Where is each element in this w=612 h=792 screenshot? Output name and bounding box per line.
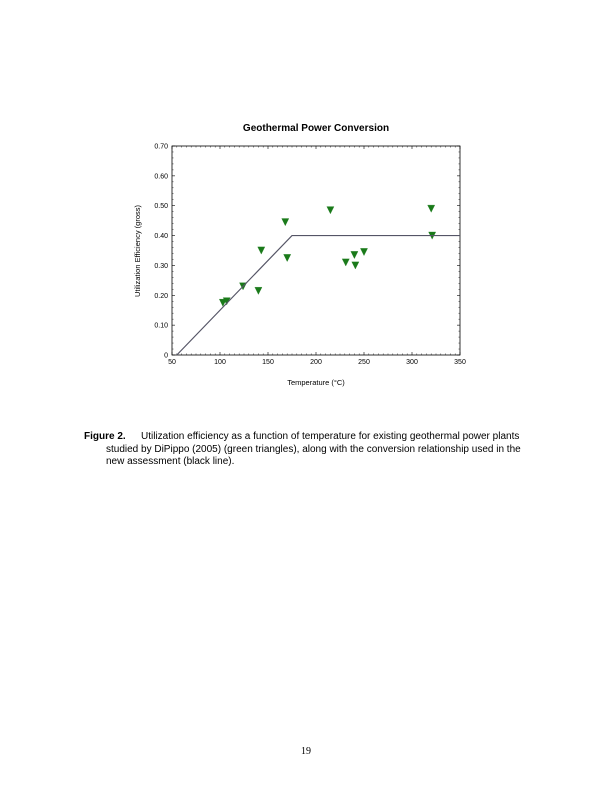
x-tick-label-4: 250 [358,359,370,366]
data-point-8 [342,259,349,266]
y-tick-label-2: 0.20 [154,292,168,300]
y-axis-label: Utilization Efficiency (gross) [133,205,142,297]
data-point-9 [351,251,358,258]
data-point-10 [352,262,359,269]
data-point-5 [282,219,289,226]
caption-line-1: Utilization efficiency as a function of temperature for existing geothermal power plants [141,431,520,442]
y-tick-label-0: 0 [164,352,168,360]
y-tick-label-5: 0.50 [154,203,168,211]
x-tick-label-1: 100 [214,359,226,366]
caption-line-2: studied by DiPippo (2005) (green triangles), along with the conversion relationship used in the [106,443,521,455]
data-point-11 [360,248,367,255]
x-tick-label-5: 300 [406,359,418,366]
figure-caption [84,431,534,469]
page-number: 19 [301,746,311,757]
x-tick-label-0: 50 [168,359,176,366]
caption-line-3: new assessment (black line). [106,456,235,467]
y-tick-label-7: 0.70 [154,143,168,151]
data-point-12 [428,205,435,212]
data-point-6 [284,254,291,261]
y-tick-label-4: 0.40 [154,233,168,241]
chart-title: Geothermal Power Conversion [242,123,390,134]
x-tick-label-2: 150 [262,359,274,366]
data-point-7 [327,207,334,214]
x-tick-label-6: 350 [454,359,466,366]
figure-label: Figure 2. [84,431,126,442]
y-tick-label-6: 0.60 [154,173,168,181]
y-tick-label-3: 0.30 [154,262,168,270]
conversion-line [177,236,460,355]
x-tick-label-3: 200 [310,359,322,366]
data-point-3 [255,287,262,294]
data-point-4 [258,247,265,254]
plot-frame [172,146,460,355]
y-tick-label-1: 0.10 [154,322,168,330]
x-axis-label: Temperature (°C) [287,378,345,387]
